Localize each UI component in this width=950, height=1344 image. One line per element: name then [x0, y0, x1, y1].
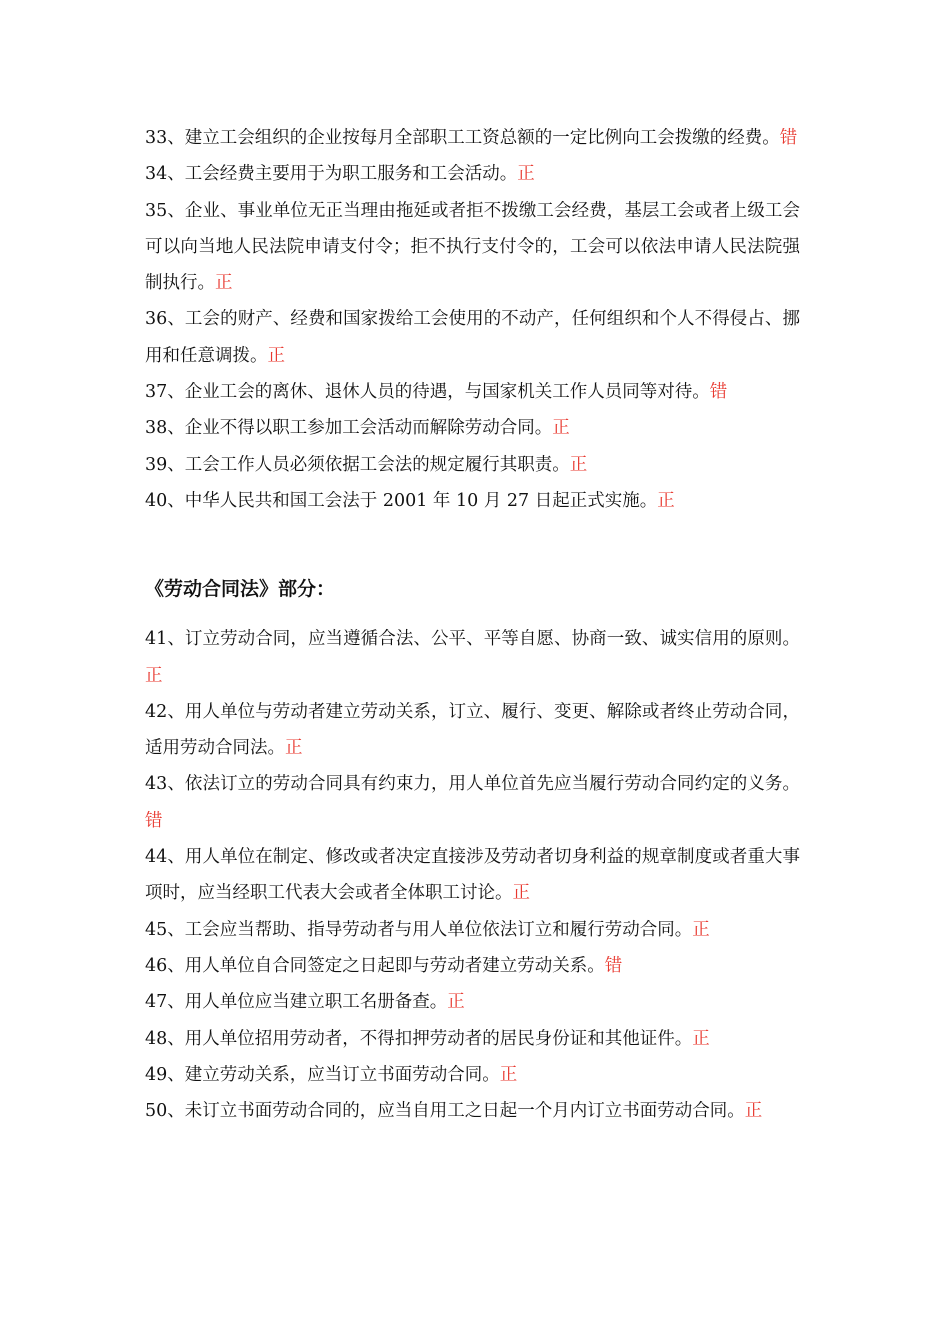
question-item [145, 156, 800, 192]
question-text: 39、工会工作人员必须依据工会法的规定履行其职责。 [145, 454, 570, 475]
answer-mark: 正 [285, 738, 303, 759]
question-item [145, 766, 800, 839]
question-text: 36、工会的财产、经费和国家拨给工会使用的不动产，任何组织和个人不得侵占、挪用和任意调拨。 [145, 309, 800, 366]
answer-mark: 错 [779, 128, 798, 148]
question-text: 38、企业不得以职工参加工会活动而解除劳动合同。 [145, 418, 553, 439]
question-text: 44、用人单位在制定、修改或者决定直接涉及劳动者切身利益的规章制度或者重大事项时，应当经职工代表大会或者全体职工讨论。 [145, 847, 800, 904]
question-text: 42、用人单位与劳动者建立劳动关系，订立、履行、变更、解除或者终止劳动合同，适用劳动合同法。 [145, 701, 800, 759]
question-item [145, 1057, 800, 1093]
question-text: 47、用人单位应当建立职工名册备查。 [145, 992, 448, 1013]
question-item [145, 374, 800, 410]
answer-mark: 正 [215, 273, 233, 294]
question-text: 48、用人单位招用劳动者，不得扣押劳动者的居民身份证和其他证件。 [145, 1028, 693, 1049]
answer-mark: 错 [145, 810, 163, 831]
question-text: 40、中华人民共和国工会法于 2001 年 10 月 27 日起正式实施。 [145, 490, 658, 511]
question-item [145, 1093, 800, 1129]
answer-mark: 正 [744, 1101, 763, 1122]
question-text: 46、用人单位自合同签定之日起即与劳动者建立劳动关系。 [145, 955, 605, 976]
question-item [145, 694, 800, 767]
question-text: 41、订立劳动合同，应当遵循合法、公平、平等自愿、协商一致、诚实信用的原则。 [145, 629, 800, 650]
question-item [145, 984, 800, 1020]
question-item [145, 120, 800, 156]
answer-mark: 正 [692, 919, 710, 940]
answer-mark: 正 [517, 164, 535, 185]
question-text: 37、企业工会的离休、退休人员的待遇，与国家机关工作人员同等对待。 [145, 382, 710, 403]
question-item [145, 1021, 800, 1057]
answer-mark: 正 [512, 883, 530, 904]
section-title: 《劳动合同法》部分： [145, 578, 336, 601]
question-text: 45、工会应当帮助、指导劳动者与用人单位依法订立和履行劳动合同。 [145, 919, 693, 940]
question-text: 49、建立劳动关系，应当订立书面劳动合同。 [145, 1064, 500, 1085]
answer-mark: 正 [552, 418, 570, 439]
answer-mark: 正 [692, 1028, 710, 1049]
question-item [145, 483, 800, 519]
document-page [145, 120, 800, 1129]
question-item [145, 839, 800, 912]
answer-mark: 错 [604, 955, 623, 976]
question-list-trade-union-law [145, 120, 800, 519]
question-item [145, 301, 800, 374]
question-item [145, 912, 800, 948]
question-item [145, 948, 800, 984]
question-item [145, 447, 800, 483]
answer-mark: 正 [657, 490, 675, 511]
question-item [145, 193, 800, 302]
question-text: 34、工会经费主要用于为职工服务和工会活动。 [145, 164, 518, 185]
question-list-labor-contract-law [145, 621, 800, 1129]
question-text: 43、依法订立的劳动合同具有约束力，用人单位首先应当履行劳动合同约定的义务。 [145, 774, 800, 795]
answer-mark: 正 [569, 454, 588, 475]
answer-mark: 正 [499, 1064, 518, 1085]
question-item [145, 410, 800, 446]
answer-mark: 正 [145, 665, 163, 686]
answer-mark: 正 [447, 992, 465, 1013]
answer-mark: 错 [709, 382, 728, 403]
question-item [145, 621, 800, 694]
question-text: 35、企业、事业单位无正当理由拖延或者拒不拨缴工会经费，基层工会或者上级工会可以向当地人民法院申请支付令；拒不执行支付令的，工会可以依法申请人民法院强制执行。 [145, 200, 800, 294]
question-text: 50、未订立书面劳动合同的，应当自用工之日起一个月内订立书面劳动合同。 [145, 1101, 745, 1122]
answer-mark: 正 [267, 345, 285, 366]
question-text: 33、建立工会组织的企业按每月全部职工工资总额的一定比例向工会拨缴的经费。 [145, 128, 780, 148]
